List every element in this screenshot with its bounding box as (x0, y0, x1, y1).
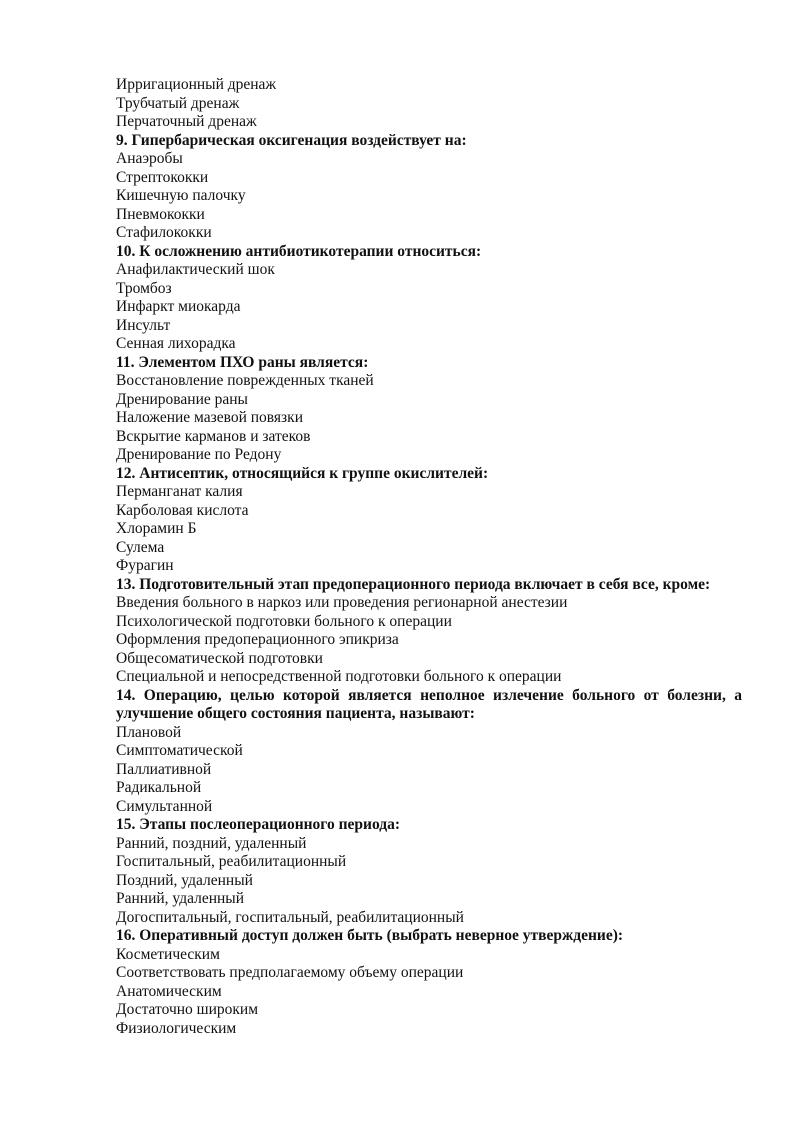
question-16-title: 16. Оперативный доступ должен быть (выбрать неверное утверждение): (116, 927, 624, 944)
answer-option: Карболовая кислота (116, 501, 249, 519)
answer-option: Ранний, поздний, удаленный (116, 834, 307, 852)
answer-option: Фурагин (116, 557, 174, 574)
answer-option: Косметическим (116, 945, 220, 963)
question-15-title: 15. Этапы послеоперационного периода: (116, 816, 401, 833)
answer-option: Общесоматической подготовки (116, 649, 323, 667)
preamble-option: Перчаточный дренаж (116, 113, 257, 130)
answer-option: Сулема (116, 538, 165, 556)
answer-option: Симптоматической (116, 742, 243, 759)
answer-option: Соответствовать предполагаемому объему операции (116, 964, 464, 981)
question-12-title: 12. Антисептик, относящийся к группе окислителей: (116, 464, 489, 482)
answer-option: Поздний, удаленный (116, 871, 253, 889)
answer-option: Специальной и непосредственной подготовки больного к операции (116, 668, 562, 685)
answer-option: Психологической подготовки больного к операции (116, 612, 452, 630)
answer-option: Сенная лихорадка (116, 335, 236, 352)
answer-option: Кишечную палочку (116, 187, 246, 204)
answer-option: Физиологическим (116, 1019, 237, 1037)
preamble-option: Трубчатый дренаж (116, 94, 240, 112)
answer-option: Анатомическим (116, 982, 222, 1000)
answer-option: Радикальной (116, 779, 202, 796)
question-13-title: 13. Подготовительный этап предоперационного периода включает в себя все, кроме: (116, 575, 711, 593)
answer-option: Инсульт (116, 316, 171, 334)
question-14-title: 14. Операцию, целью которой является неполное излечение больного от болезни, а улучшение общего состояния пациента, называют: (116, 686, 742, 722)
answer-option: Анаэробы (116, 150, 183, 167)
answer-option: Догоспитальный, госпитальный, реабилитационный (116, 908, 464, 926)
answer-option: Восстановление поврежденных тканей (116, 372, 374, 389)
answer-option: Инфаркт миокарда (116, 298, 241, 315)
answer-option: Стрептококки (116, 168, 209, 186)
answer-option: Хлорамин Б (116, 520, 197, 537)
answer-option: Введения больного в наркоз или проведения регионарной анестезии (116, 594, 568, 611)
answer-option: Анафилактический шок (116, 261, 275, 278)
answer-option: Дренирование раны (116, 390, 248, 408)
answer-option: Пневмококки (116, 205, 205, 223)
answer-option: Оформления предоперационного эпикриза (116, 631, 399, 648)
answer-option: Вскрытие карманов и затеков (116, 427, 311, 445)
answer-option: Стафилококки (116, 224, 212, 241)
question-10-title: 10. К осложнению антибиотикотерапии относиться: (116, 242, 482, 260)
answer-option: Паллиативной (116, 760, 212, 778)
answer-option: Госпитальный, реабилитационный (116, 853, 347, 870)
answer-option: Симультанной (116, 797, 213, 815)
document-page (116, 76, 742, 1038)
answer-option: Плановой (116, 723, 182, 741)
answer-option: Ранний, удаленный (116, 890, 245, 907)
answer-option: Перманганат калия (116, 483, 243, 500)
answer-option: Тромбоз (116, 279, 172, 297)
answer-option: Наложение мазевой повязки (116, 409, 303, 426)
answer-option: Дренирование по Редону (116, 446, 282, 463)
question-9-title: 9. Гипербарическая оксигенация воздействует на: (116, 131, 467, 149)
question-11-title: 11. Элементом ПХО раны является: (116, 353, 369, 371)
preamble-option: Ирригационный дренаж (116, 76, 277, 93)
answer-option: Достаточно широким (116, 1001, 259, 1018)
